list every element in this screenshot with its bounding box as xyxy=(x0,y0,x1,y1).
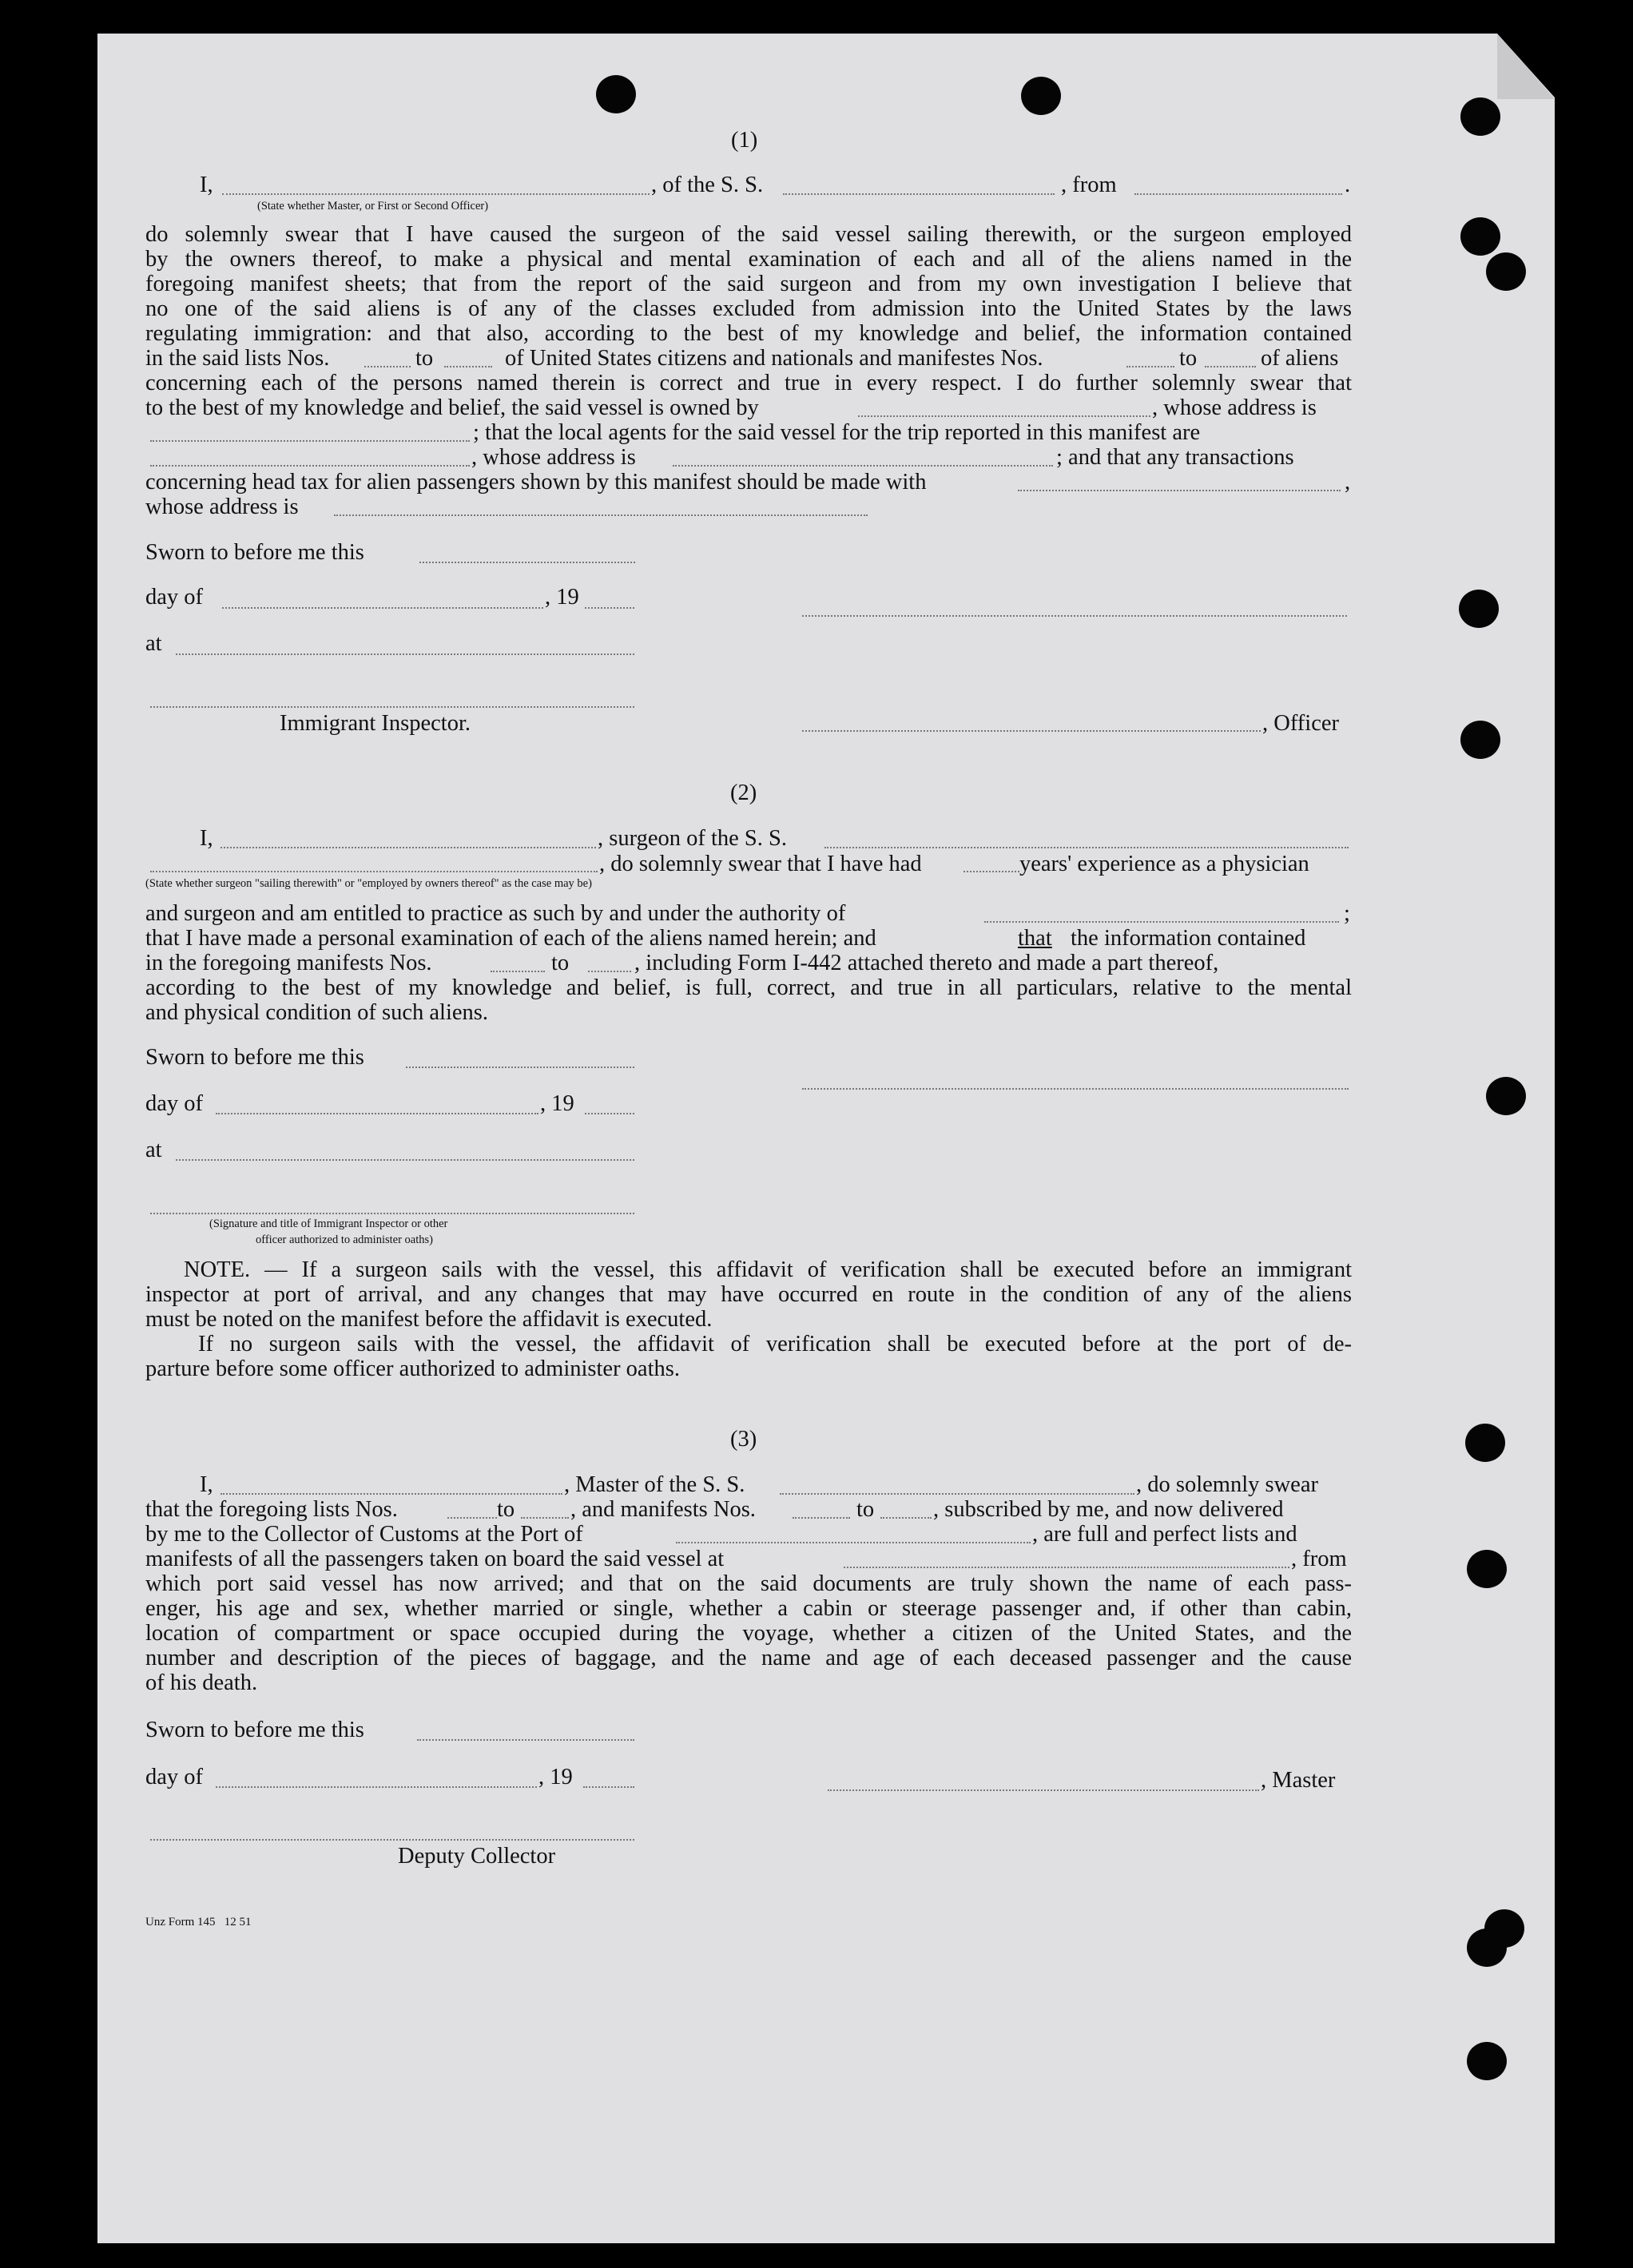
agents-address-blank[interactable] xyxy=(673,465,1053,467)
at-label: at xyxy=(145,1138,162,1162)
text-info-contained: the information contained xyxy=(1071,926,1306,951)
years-blank[interactable] xyxy=(964,871,1019,872)
text-collector: by me to the Collector of Customs at the Port of xyxy=(145,1522,583,1547)
deputy-signature-blank[interactable] xyxy=(150,1839,634,1841)
text-subscribed: , subscribed by me, and now delivered xyxy=(933,1497,1284,1522)
master-name-blank[interactable] xyxy=(221,1493,562,1495)
punch-hole xyxy=(1467,1928,1507,1967)
oath-line: regulating immigration: and that also, according to the best of my knowledge and belief, the information contained xyxy=(145,321,1352,346)
text-years-experience: years' experience as a physician xyxy=(1019,852,1309,876)
section-number: (3) xyxy=(730,1427,757,1452)
vessel-name-blank[interactable] xyxy=(783,193,1055,195)
sworn-label: Sworn to before me this xyxy=(145,1718,364,1742)
agents-blank[interactable] xyxy=(150,465,470,467)
surgeon-signature-blank[interactable] xyxy=(802,1088,1349,1090)
text-surgeon-of: , surgeon of the S. S. xyxy=(598,826,787,851)
punch-hole xyxy=(1460,721,1500,759)
text-manifests-nos: , and manifests Nos. xyxy=(570,1497,756,1522)
punch-hole xyxy=(1460,97,1500,136)
punch-hole xyxy=(1465,1424,1505,1462)
year-blank[interactable] xyxy=(585,1113,634,1114)
manifest-to-blank[interactable] xyxy=(880,1517,932,1519)
text-form-i442: , including Form I-442 attached thereto and made a part thereof, xyxy=(634,951,1219,975)
punch-hole xyxy=(1467,2042,1507,2080)
text-transactions: ; and that any transactions xyxy=(1056,445,1294,470)
inspector-label: Immigrant Inspector. xyxy=(280,711,471,736)
list-to-blank[interactable] xyxy=(521,1517,569,1519)
deputy-collector-label: Deputy Collector xyxy=(398,1844,556,1869)
text-to: to xyxy=(551,951,570,975)
text-to: to xyxy=(1179,346,1198,371)
oath-line: do solemnly swear that I have caused the surgeon of the said vessel sailing therewith, or the surgeon employed xyxy=(145,222,1352,247)
oath-line: and physical condition of such aliens. xyxy=(145,1000,488,1025)
day-of-label: day of xyxy=(145,585,204,610)
day-month-blank[interactable] xyxy=(222,607,543,609)
text-i: I, xyxy=(200,173,213,197)
officer-signature-blank[interactable] xyxy=(802,615,1347,617)
note-line: NOTE. — If a surgeon sails with the vessel, this affidavit of verification shall be executed before an immigrant xyxy=(184,1257,1352,1282)
text-agents-address: , whose address is xyxy=(471,445,636,470)
text-whose-address: , whose address is xyxy=(1152,395,1317,420)
punch-hole xyxy=(1486,1077,1526,1115)
text-period: . xyxy=(1345,173,1351,197)
punch-hole xyxy=(596,75,636,113)
note-line: inspector at port of arrival, and any changes that may have occurred en route in the condition of any of the aliens xyxy=(145,1282,1352,1307)
text-lists-nos: in the said lists Nos. xyxy=(145,346,330,371)
form-id: Unz Form 145 12 51 xyxy=(145,1916,252,1928)
year-label: , 19 xyxy=(540,1091,574,1116)
owner-blank[interactable] xyxy=(858,415,1150,417)
list-to-blank[interactable] xyxy=(444,366,492,367)
surgeon-status-note: (State whether surgeon "sailing therewith" or "employed by owners thereof" as the case may be) xyxy=(145,877,592,890)
text-taken-on-board: manifests of all the passengers taken on board the said vessel at xyxy=(145,1547,725,1571)
year-label: , 19 xyxy=(538,1765,573,1789)
inspector-signature-blank[interactable] xyxy=(150,1213,634,1214)
text-semicolon: ; xyxy=(1344,901,1350,926)
master-vessel-blank[interactable] xyxy=(780,1493,1134,1495)
punch-hole xyxy=(1460,217,1500,256)
text-solemnly-swear: , do solemnly swear xyxy=(1136,1472,1318,1497)
master-signature-blank[interactable] xyxy=(828,1789,1259,1791)
text-i: I, xyxy=(200,826,213,851)
oath-line: enger, his age and sex, whether married or single, whether a cabin or steerage passenger and, if other than cabin, xyxy=(145,1596,1352,1621)
day-month-blank[interactable] xyxy=(216,1786,537,1788)
note-line: If no surgeon sails with the vessel, the affidavit of verification shall be executed before at the port of de- xyxy=(198,1332,1352,1356)
boarding-port-blank[interactable] xyxy=(844,1567,1289,1568)
sworn-date-blank[interactable] xyxy=(417,1739,634,1741)
oath-line: which port said vessel has now arrived; and that on the said documents are truly shown the name of each pass- xyxy=(145,1571,1352,1596)
text-of-ss: , of the S. S. xyxy=(651,173,764,197)
list-from-blank[interactable] xyxy=(447,1517,497,1519)
port-from-blank[interactable] xyxy=(1134,193,1342,195)
oath-line: foregoing manifest sheets; that from the report of the said surgeon and from my own investigation I believe that xyxy=(145,272,1352,296)
sworn-label: Sworn to before me this xyxy=(145,1045,364,1070)
text-comma: , xyxy=(1345,470,1351,495)
text-to: to xyxy=(856,1497,875,1522)
manifest-from-blank[interactable] xyxy=(491,971,545,972)
sworn-label: Sworn to before me this xyxy=(145,540,364,565)
manifest-to-blank[interactable] xyxy=(588,971,631,972)
text-citizens: of United States citizens and nationals and manifestes Nos. xyxy=(505,346,1043,371)
year-blank[interactable] xyxy=(583,1786,634,1788)
note-line: parture before some officer authorized to administer oaths. xyxy=(145,1356,680,1381)
officer-label: , Officer xyxy=(1262,711,1340,736)
officer-title-blank[interactable] xyxy=(802,730,1261,732)
list-from-blank[interactable] xyxy=(364,366,411,367)
head-tax-address-blank[interactable] xyxy=(334,514,868,516)
manifest-from-blank[interactable] xyxy=(793,1517,850,1519)
surgeon-status-blank[interactable] xyxy=(150,871,598,872)
officer-rank-note: (State whether Master, or First or Second Officer) xyxy=(257,200,489,213)
text-to: to xyxy=(497,1497,515,1522)
text-owned-by: to the best of my knowledge and belief, the said vessel is owned by xyxy=(145,395,759,420)
manifest-to-blank[interactable] xyxy=(1205,366,1256,367)
text-master-of: , Master of the S. S. xyxy=(564,1472,745,1497)
signature-note: officer authorized to administer oaths) xyxy=(256,1233,433,1246)
oath-line: location of compartment or space occupied during the voyage, whether a citizen of the United States, and the xyxy=(145,1621,1352,1646)
text-swear-years: , do solemnly swear that I have had xyxy=(599,852,922,876)
authority-blank[interactable] xyxy=(984,921,1339,923)
day-month-blank[interactable] xyxy=(216,1113,538,1114)
at-label: at xyxy=(145,631,162,656)
section-number: (1) xyxy=(731,128,758,153)
text-head-tax: concerning head tax for alien passengers shown by this manifest should be made with xyxy=(145,470,927,495)
text-manifests-nos: in the foregoing manifests Nos. xyxy=(145,951,432,975)
note-line: must be noted on the manifest before the affidavit is executed. xyxy=(145,1307,713,1332)
sworn-date-blank[interactable] xyxy=(406,1066,634,1068)
punch-hole xyxy=(1467,1550,1507,1588)
day-of-label: day of xyxy=(145,1091,204,1116)
year-blank[interactable] xyxy=(585,607,634,609)
place-blank[interactable] xyxy=(176,653,634,655)
text-whose-address-is: whose address is xyxy=(145,495,299,519)
punch-hole xyxy=(1021,77,1061,115)
oath-line: of his death. xyxy=(145,1670,258,1695)
manifest-from-blank[interactable] xyxy=(1126,366,1174,367)
punch-hole xyxy=(1486,252,1526,291)
head-tax-blank[interactable] xyxy=(1018,490,1341,491)
oath-line: number and description of the pieces of baggage, and the name and age of each deceased passenger and the cause xyxy=(145,1646,1352,1670)
year-label: , 19 xyxy=(545,585,579,610)
text-from: , from xyxy=(1291,1547,1347,1571)
text-examination: that I have made a personal examination of each of the aliens named herein; and xyxy=(145,926,876,951)
officer-name-blank[interactable] xyxy=(222,193,650,195)
text-that-underlined: that xyxy=(1018,926,1052,951)
text-full-perfect: , are full and perfect lists and xyxy=(1032,1522,1297,1547)
signature-note: (Signature and title of Immigrant Inspector or other xyxy=(209,1217,448,1230)
text-i: I, xyxy=(200,1472,213,1497)
owner-address-blank[interactable] xyxy=(150,440,470,442)
text-lists-nos: that the foregoing lists Nos. xyxy=(145,1497,398,1522)
oath-line: by the owners thereof, to make a physical and mental examination of each and all of the aliens named in the xyxy=(145,247,1352,272)
sworn-date-blank[interactable] xyxy=(419,562,635,563)
text-local-agents: ; that the local agents for the said vessel for the trip reported in this manifest are xyxy=(473,420,1201,445)
day-of-label: day of xyxy=(145,1765,204,1789)
text-from: , from xyxy=(1061,173,1117,197)
surgeon-name-blank[interactable] xyxy=(221,847,596,848)
place-blank[interactable] xyxy=(176,1159,634,1161)
section-number: (2) xyxy=(730,780,757,805)
oath-line: according to the best of my knowledge and belief, is full, correct, and true in all particulars, relative to the mental xyxy=(145,975,1352,1000)
text-authority: and surgeon and am entitled to practice as such by and under the authority of xyxy=(145,901,846,926)
port-blank[interactable] xyxy=(676,1542,1031,1543)
punch-hole xyxy=(1459,590,1499,628)
master-label: , Master xyxy=(1261,1768,1336,1793)
text-to: to xyxy=(415,346,434,371)
oath-line: no one of the said aliens is of any of the classes excluded from admission into the United States by the laws xyxy=(145,296,1352,321)
oath-line: concerning each of the persons named therein is correct and true in every respect. I do further solemnly swear that xyxy=(145,371,1352,395)
inspector-signature-blank[interactable] xyxy=(150,706,634,708)
surgeon-vessel-blank[interactable] xyxy=(824,847,1349,848)
text-of-aliens: of aliens xyxy=(1261,346,1339,371)
